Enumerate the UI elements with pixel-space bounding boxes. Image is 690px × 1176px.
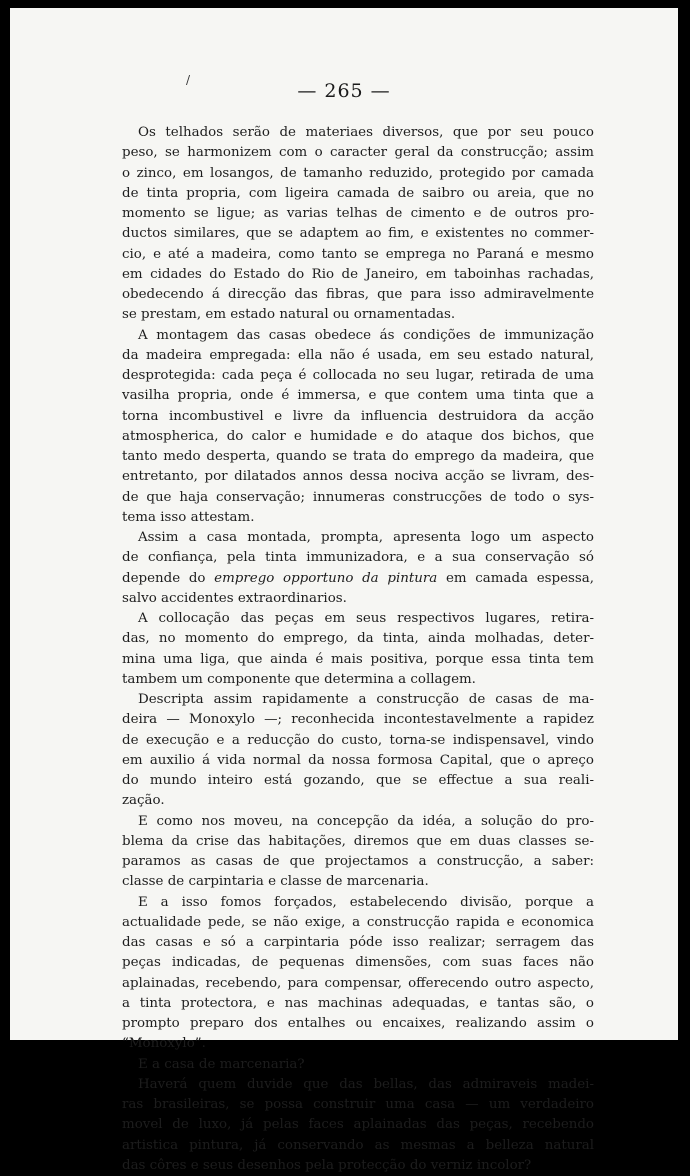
text-line: Os telhados serão de materiaes diversos, que por seu pouco bbox=[138, 125, 594, 140]
text-line: classe de carpintaria e classe de marcenaria. bbox=[122, 874, 429, 890]
text-line: a tinta protectora, e nas machinas adequadas, e tantas são, o bbox=[122, 995, 594, 1011]
text-line: paramos as casas de que projectamos a construcção, a saber: bbox=[122, 854, 594, 869]
text-line: torna incombustivel e livre da influencia destruidora da acção bbox=[122, 408, 594, 424]
paragraph bbox=[122, 1055, 594, 1075]
text-run: em camada espessa, bbox=[437, 570, 594, 586]
emphasized-text: emprego opportuno da pintura bbox=[214, 570, 438, 586]
text-line: se prestam, em estado natural ou ornamentadas. bbox=[122, 307, 456, 323]
book-page bbox=[10, 8, 678, 1173]
text-line: peças indicadas, de pequenas dimensões, com suas faces não bbox=[122, 955, 594, 971]
text-line: de execução e a reducção do custo, torna-se indispensavel, vindo bbox=[122, 732, 594, 748]
text-line: mina uma liga, que ainda é mais positiva, porque essa tinta tem bbox=[122, 651, 594, 667]
text-line: aplainadas, recebendo, para compensar, offerecendo outro aspecto, bbox=[122, 975, 594, 991]
paragraph bbox=[122, 893, 594, 1055]
text-line: da madeira empregada: ella não é usada, em seu estado natural, bbox=[122, 347, 594, 363]
text-line bbox=[122, 569, 594, 589]
text-line: do mundo inteiro está gozando, que se effectue a sua reali- bbox=[122, 773, 594, 788]
text-line: das côres e seus desenhos pela protecção do verniz incolor? bbox=[122, 1157, 532, 1173]
text-line: A collocação das peças em seus respectivos lugares, retira- bbox=[138, 611, 594, 626]
text-line: A montagem das casas obedece ás condições de immunização bbox=[138, 327, 594, 343]
paragraph bbox=[122, 528, 594, 609]
paragraph bbox=[122, 123, 594, 326]
paragraph bbox=[122, 690, 594, 812]
text-line: prompto preparo dos entalhes ou encaixes, realizando assim o bbox=[122, 1016, 594, 1031]
text-line: de confiança, pela tinta immunizadora, e a sua conservação só bbox=[122, 550, 594, 566]
text-line: artistica pintura, já conservando as mesmas a belleza natural bbox=[122, 1137, 594, 1153]
text-line: entretanto, por dilatados annos dessa nociva acção se livram, des- bbox=[122, 469, 594, 485]
text-line: momento se ligue; as varias telhas de cimento e de outros pro- bbox=[122, 206, 594, 221]
text-line: tema isso attestam. bbox=[122, 509, 255, 525]
text-line: salvo accidentes extraordinarios. bbox=[122, 590, 347, 606]
text-line: em cidades do Estado do Rio de Janeiro, em taboinhas rachadas, bbox=[122, 266, 594, 282]
text-line: peso, se harmonizem com o caracter geral da construcção; assim bbox=[122, 145, 594, 161]
text-line: E a casa de marcenaria? bbox=[138, 1056, 305, 1072]
body-text bbox=[122, 123, 594, 1176]
paragraph bbox=[122, 1075, 594, 1176]
text-line: ras brasileiras, se possa construir uma casa — um verdadeiro bbox=[122, 1097, 594, 1112]
paragraph bbox=[122, 609, 594, 690]
paragraph bbox=[122, 326, 594, 529]
text-line: movel de luxo, já pelas faces aplainadas das peças, recebendo bbox=[122, 1117, 594, 1133]
paragraph bbox=[122, 812, 594, 893]
text-line: blema da crise das habitações, diremos que em duas classes se- bbox=[122, 833, 594, 849]
text-line: Assim a casa montada, prompta, apresenta logo um aspecto bbox=[138, 530, 594, 545]
stray-pencil-mark: / bbox=[186, 73, 191, 87]
text-line: ductos similares, que se adaptem ao fim, e existentes no commer- bbox=[122, 226, 594, 242]
text-line: obedecendo á direcção das fibras, que para isso admiravelmente bbox=[122, 287, 594, 302]
text-line: tanto medo desperta, quando se trata do emprego da madeira, que bbox=[122, 449, 594, 464]
page-number: — 265 — bbox=[297, 80, 391, 102]
text-run: depende do bbox=[122, 570, 215, 586]
text-line: desprotegida: cada peça é collocada no seu lugar, retirada de uma bbox=[122, 368, 594, 383]
text-line: de tinta propria, com ligeira camada de saibro ou areia, que no bbox=[122, 185, 594, 201]
text-line: E a isso fomos forçados, estabelecendo divisão, porque a bbox=[138, 894, 594, 910]
text-line: em auxilio á vida normal da nossa formosa Capital, que o apreço bbox=[122, 752, 594, 768]
text-line: cio, e até a madeira, como tanto se emprega no Paraná e mesmo bbox=[122, 246, 594, 262]
text-line: Haverá quem duvide que das bellas, das admiraveis madei- bbox=[138, 1076, 594, 1092]
text-line: “Monoxylo”. bbox=[122, 1036, 206, 1052]
text-line: zação. bbox=[122, 793, 165, 809]
text-line: o zinco, em losangos, de tamanho reduzido, protegido por camada bbox=[122, 165, 594, 181]
text-line: de que haja conservação; innumeras construcções de todo o sys- bbox=[122, 489, 594, 505]
text-line: atmospherica, do calor e humidade e do ataque dos bichos, que bbox=[122, 428, 594, 444]
text-line: das, no momento do emprego, da tinta, ainda molhadas, deter- bbox=[122, 631, 594, 647]
text-line: vasilha propria, onde é immersa, e que contem uma tinta que a bbox=[122, 388, 594, 404]
text-line: Descripta assim rapidamente a construcção de casas de ma- bbox=[138, 692, 594, 707]
text-line: deira — Monoxylo —; reconhecida incontestavelmente a rapidez bbox=[122, 712, 594, 728]
text-line: tambem um componente que determina a collagem. bbox=[122, 671, 476, 687]
text-line: das casas e só a carpintaria póde isso realizar; serragem das bbox=[122, 935, 594, 950]
text-line: actualidade pede, se não exige, a construcção rapida e economica bbox=[122, 914, 594, 930]
text-line: E como nos moveu, na concepção da idéa, a solução do pro- bbox=[138, 813, 594, 829]
